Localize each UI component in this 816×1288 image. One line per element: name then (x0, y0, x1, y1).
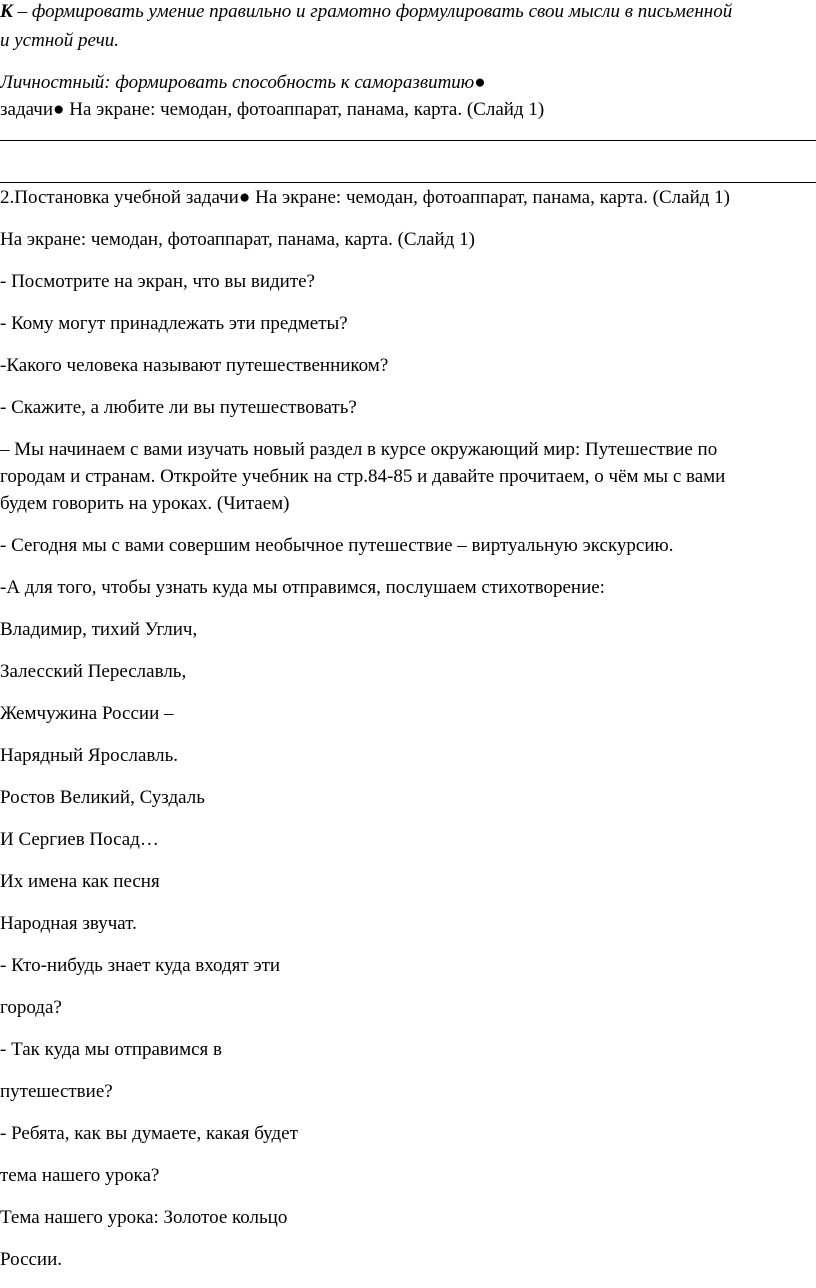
competency-k-text: – формировать умение правильно и грамотно формулировать свои мысли в письменной (12, 1, 733, 22)
section2-heading (0, 186, 730, 210)
poem-line: Народная звучат. (0, 913, 137, 934)
poem-line: Их имена как песня (0, 871, 160, 892)
competency-k-letter: К (0, 1, 13, 22)
bullet-icon: ● (53, 99, 65, 120)
poem-line: Залесский Переславль, (0, 661, 187, 682)
paragraph: - Посмотрите на экран, что вы видите? (0, 271, 315, 292)
paragraph: городам и странам. Откройте учебник на стр.84-85 и давайте прочитаем, о чём мы с вами (0, 466, 726, 487)
section2-heading-prefix: 2.Постановка учебной задачи (0, 187, 239, 208)
poem-line: Нарядный Ярославль. (0, 745, 179, 766)
paragraph: - Скажите, а любите ли вы путешествовать? (0, 397, 357, 418)
paragraph: На экране: чемодан, фотоаппарат, панама, карта. (Слайд 1) (0, 229, 475, 250)
paragraph: Тема нашего урока: Золотое кольцо (0, 1207, 288, 1228)
paragraph: -А для того, чтобы узнать куда мы отправимся, послушаем стихотворение: (0, 577, 605, 598)
paragraph: - Кто-нибудь знает куда входят эти (0, 955, 281, 976)
tasks-text: На экране: чемодан, фотоаппарат, панама, карта. (Слайд 1) (64, 99, 545, 120)
divider-top (0, 140, 816, 141)
tasks-prefix: задачи (0, 99, 54, 120)
paragraph: - Сегодня мы с вами совершим необычное путешествие – виртуальную экскурсию. (0, 535, 674, 556)
poem-line: И Сергиев Посад… (0, 829, 159, 850)
tasks-line (0, 98, 544, 122)
paragraph: – Мы начинаем с вами изучать новый раздел в курсе окружающий мир: Путешествие по (0, 439, 718, 460)
poem-line: Владимир, тихий Углич, (0, 619, 198, 640)
bullet-icon: ● (474, 72, 486, 93)
paragraph: России. (0, 1249, 63, 1270)
paragraph: - Кому могут принадлежать эти предметы? (0, 313, 348, 334)
competency-k (0, 0, 732, 24)
poem-line: Ростов Великий, Суздаль (0, 787, 205, 808)
competency-personal (0, 71, 486, 95)
paragraph: путешествие? (0, 1081, 113, 1102)
paragraph: - Ребята, как вы думаете, какая будет (0, 1123, 298, 1144)
paragraph: будем говорить на уроках. (Читаем) (0, 493, 290, 514)
competency-k-text-continued: и устной речи. (0, 30, 120, 51)
divider-bottom (0, 182, 816, 183)
section2-heading-text: На экране: чемодан, фотоаппарат, панама, карта. (Слайд 1) (250, 187, 731, 208)
paragraph: -Какого человека называют путешественником? (0, 355, 389, 376)
competency-personal-text: Личностный: формировать способность к саморазвитию (0, 72, 475, 93)
poem-line: Жемчужина России – (0, 703, 174, 724)
paragraph: города? (0, 997, 62, 1018)
paragraph: - Так куда мы отправимся в (0, 1039, 222, 1060)
paragraph: тема нашего урока? (0, 1165, 160, 1186)
bullet-icon: ● (238, 187, 251, 208)
